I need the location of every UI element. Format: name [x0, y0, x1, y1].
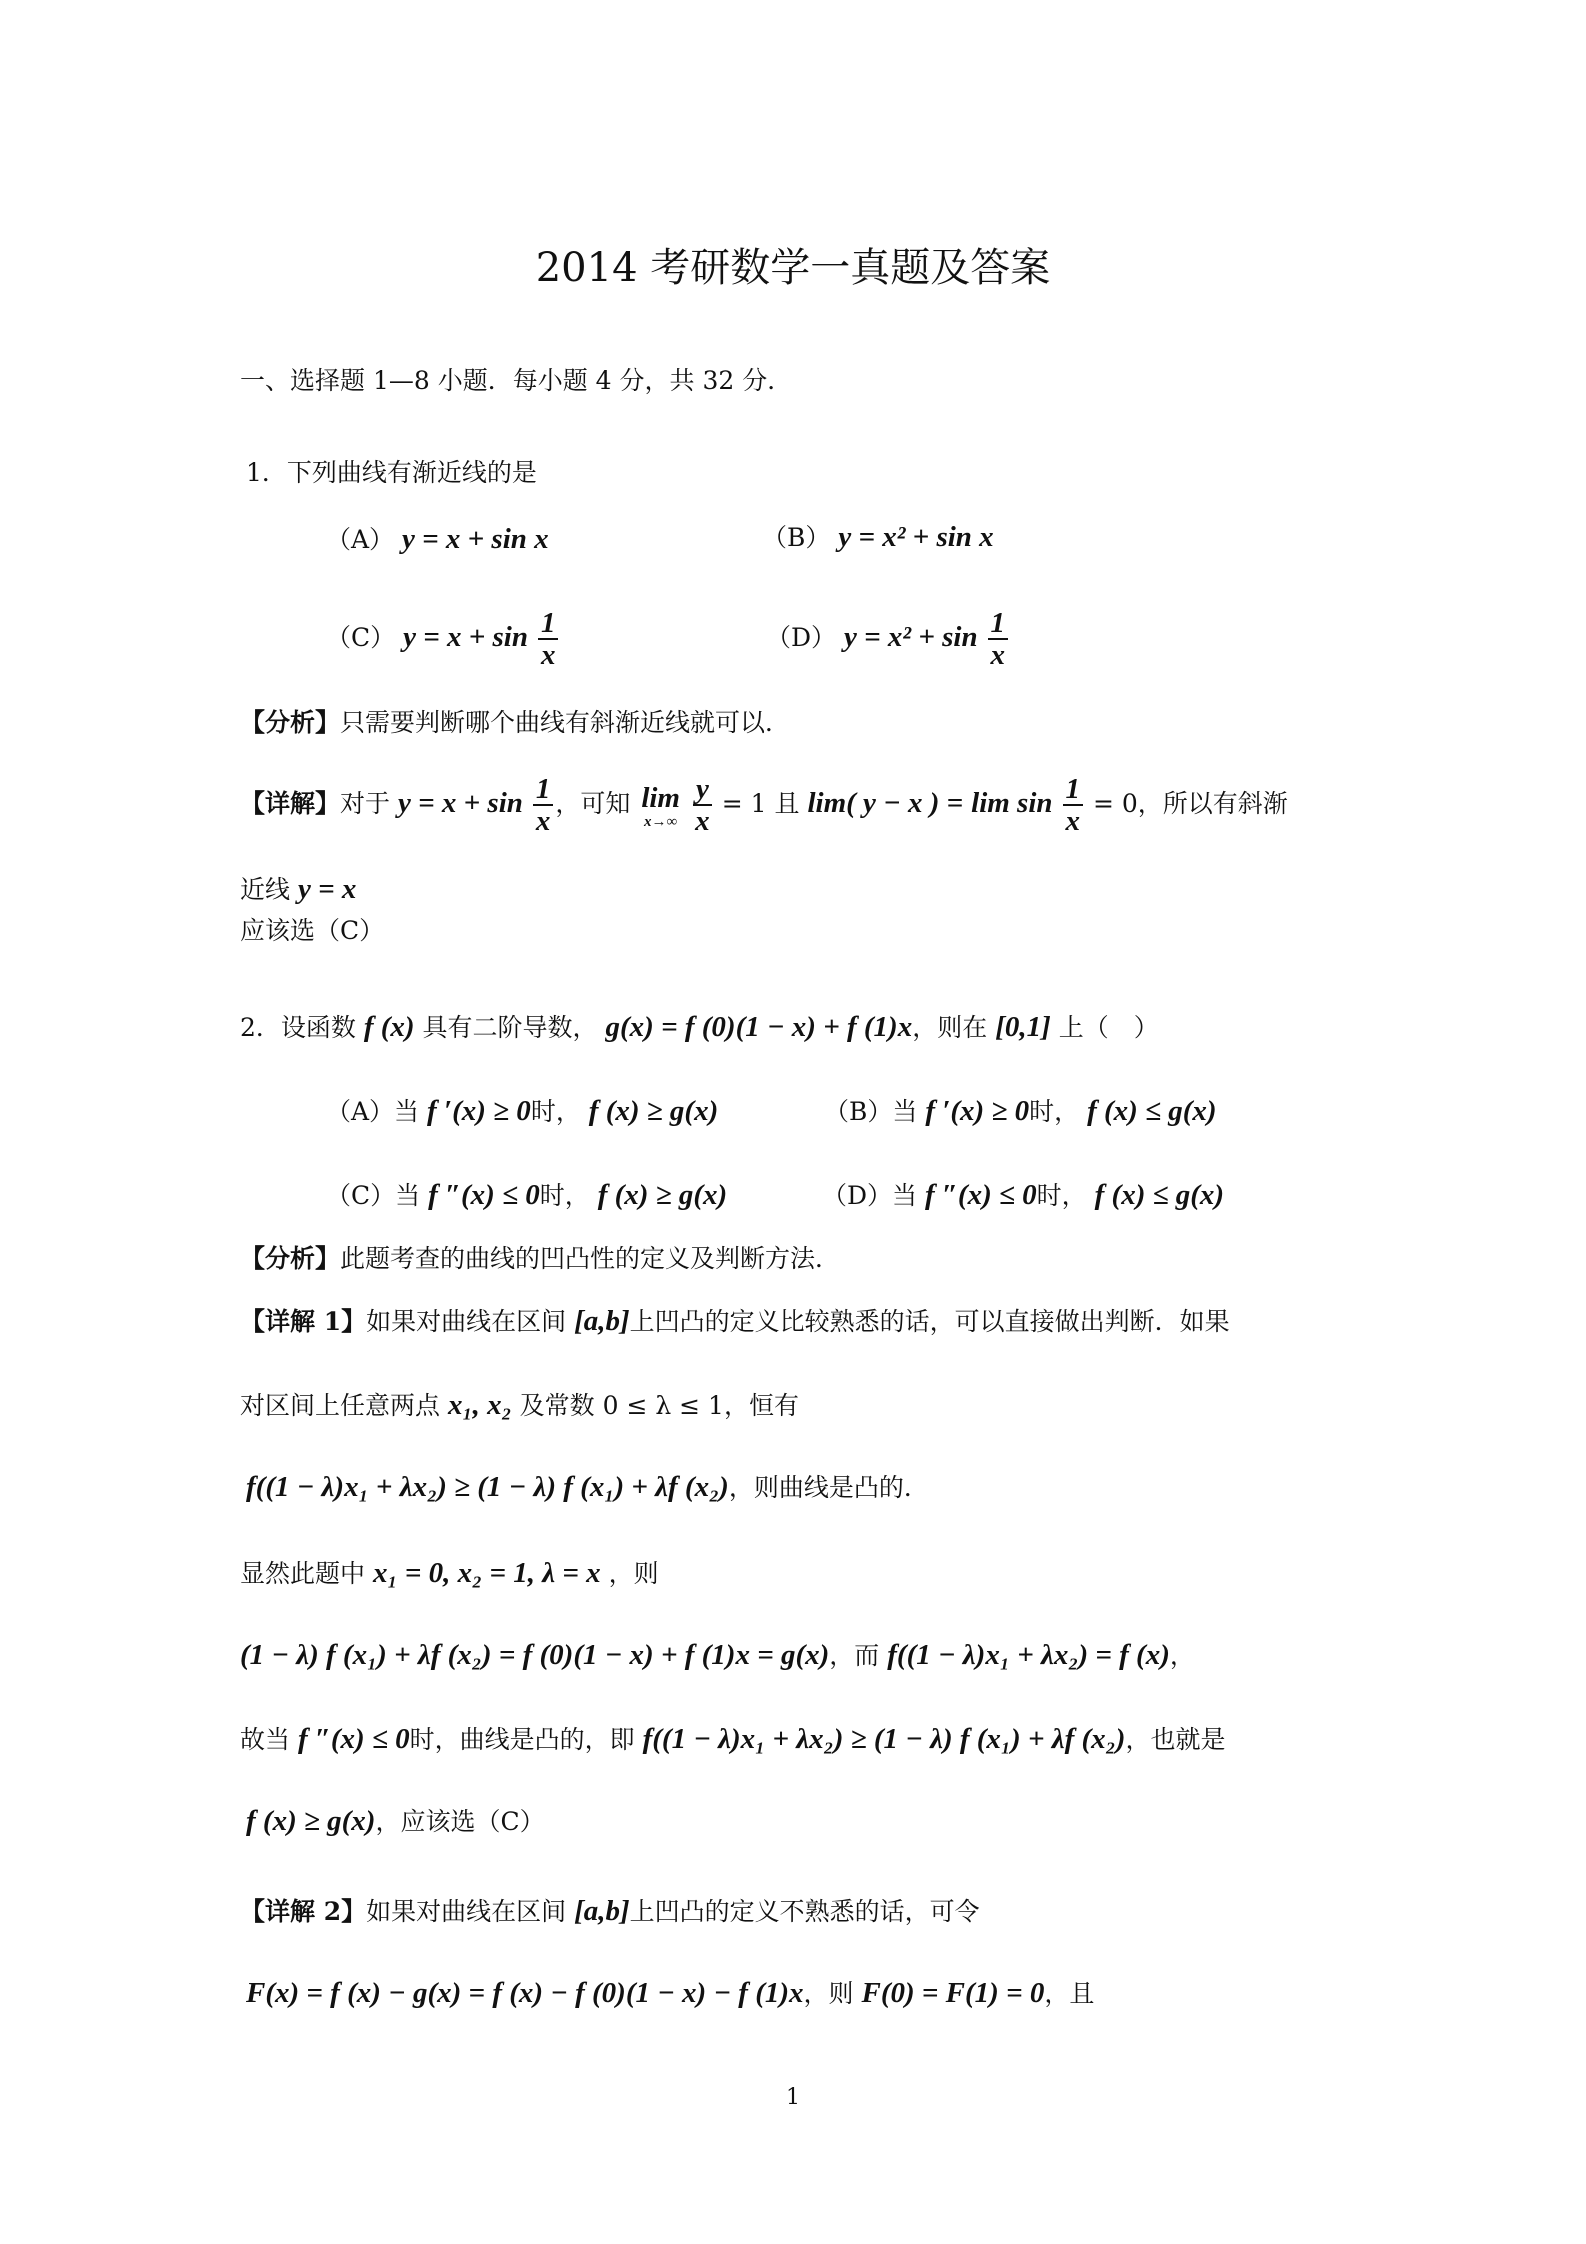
detail-text: 时，曲线是凸的，即	[409, 1725, 635, 1754]
detail-text: 对于	[340, 788, 391, 818]
q2-option-d	[822, 1178, 1224, 1213]
option-text: 时，	[539, 1181, 590, 1210]
q2-detail1-line3	[246, 1470, 929, 1505]
detail-text: 显然此题中	[240, 1559, 366, 1588]
option-text: 时，	[1036, 1181, 1087, 1210]
option-label: （C）	[326, 622, 396, 652]
detail-text: ，而	[829, 1641, 880, 1670]
fraction	[988, 608, 1009, 671]
fraction	[1063, 774, 1084, 837]
q2-detail2-line2	[246, 1976, 1094, 2011]
math-expr: y = x	[297, 873, 357, 905]
q1-stem: 1．下列曲线有渐近线的是	[246, 458, 537, 487]
q1-option-d	[766, 608, 1010, 671]
math-expr: f (x) ≥ g(x)	[597, 1179, 728, 1211]
numerator: 1	[1063, 774, 1084, 806]
detail-text: 及常数 0 ≤ λ ≤ 1，恒有	[519, 1391, 799, 1420]
math-expr: f ′(x) ≥ 0	[427, 1095, 531, 1127]
q2-detail1-line6	[240, 1722, 1225, 1757]
q2-option-b	[824, 1094, 1217, 1129]
stem-text: 具有二阶导数，	[422, 1013, 598, 1042]
math-expr: y = x² + sin	[844, 620, 978, 653]
section-heading: 一、选择题 1—8 小题．每小题 4 分，共 32 分．	[240, 366, 793, 395]
q1-detail-cont	[240, 872, 356, 907]
fraction	[538, 608, 559, 671]
math-expr: f((1 − λ)x₁ + λx₂) ≥ (1 − λ) f (x₁) + λf (x₂)	[642, 1723, 1126, 1755]
option-label: （D）当	[822, 1181, 918, 1210]
q2-analysis	[240, 1244, 840, 1274]
q2-detail1-line2	[240, 1388, 799, 1423]
math-expr: F(x) = f (x) − g(x) = f (x) − f (0)(1 − x) − f (1)x	[246, 1977, 804, 2009]
math-expr: f (x) ≥ g(x)	[588, 1095, 719, 1127]
detail-text: 对区间上任意两点	[240, 1391, 441, 1420]
option-label: （A）	[326, 525, 395, 554]
stem-text: 上（ ）	[1058, 1013, 1159, 1042]
math-expr: f ″(x) ≤ 0	[925, 1179, 1037, 1211]
stem-text: 2．设函数	[240, 1013, 356, 1042]
q1-answer: 应该选（C）	[240, 916, 385, 945]
math-expr: x₁ = 0, x₂ = 1, λ = x	[372, 1557, 601, 1589]
numerator: 1	[533, 774, 554, 806]
math-expr: f (x) ≤ g(x)	[1087, 1095, 1217, 1127]
math-expr: (1 − λ) f (x₁) + λf (x₂) = f (0)(1 − x) + f (1)x = g(x)	[240, 1639, 830, 1671]
math-expr: lim( y − x ) =	[807, 786, 964, 819]
denominator: x	[540, 639, 556, 672]
math-expr: [0,1]	[995, 1011, 1051, 1043]
q2-option-c	[326, 1178, 727, 1213]
q1-option-c	[326, 608, 560, 671]
option-text: 时，	[1029, 1097, 1080, 1126]
fraction	[693, 774, 712, 837]
q2-detail2	[240, 1894, 980, 1929]
math-expr: y = x + sin	[397, 786, 523, 819]
numerator: y	[693, 774, 712, 806]
math-expr: [a,b]	[574, 1895, 630, 1927]
numerator: 1	[538, 608, 559, 640]
detail-text: ，	[1169, 1641, 1195, 1670]
math-expr: y = x² + sin x	[838, 521, 994, 553]
denominator: x	[695, 805, 710, 838]
detail-text: 如果对曲线在区间	[366, 1897, 567, 1926]
detail-text: ，应该选（C）	[375, 1807, 545, 1836]
math-expr: y = x + sin x	[402, 523, 549, 555]
option-text: 时，	[530, 1097, 581, 1126]
denominator: x	[535, 805, 551, 838]
option-label: （A）当	[326, 1097, 420, 1126]
detail-text: 上凹凸的定义不熟悉的话，可令	[629, 1897, 980, 1926]
detail-text: 上凹凸的定义比较熟悉的话，可以直接做出判断．如果	[629, 1307, 1230, 1336]
detail-text: 近线	[240, 875, 291, 904]
detail-text: 如果对曲线在区间	[366, 1307, 567, 1336]
detail-text: ，且	[1044, 1979, 1095, 2008]
math-expr: f((1 − λ)x₁ + λx₂) ≥ (1 − λ) f (x₁) + λf (x₂)	[246, 1471, 729, 1503]
math-expr: F(0) = F(1) = 0	[861, 1977, 1045, 2009]
q1-option-b	[762, 520, 994, 555]
lim-subscript: x→∞	[644, 814, 678, 831]
math-expr: f ′(x) ≥ 0	[925, 1095, 1030, 1127]
stem-text: ，则在	[912, 1013, 988, 1042]
q2-detail1	[240, 1304, 1230, 1339]
option-label: （C）当	[326, 1181, 421, 1210]
lim-text: lim	[641, 781, 680, 814]
detail-tag: 【详解】	[240, 788, 341, 818]
numerator: 1	[988, 608, 1009, 640]
detail-text: ，也就是	[1125, 1725, 1226, 1754]
math-expr: g(x) = f (0)(1 − x) + f (1)x	[605, 1011, 913, 1043]
limit	[641, 781, 680, 831]
math-expr: f (x) ≤ g(x)	[1094, 1179, 1225, 1211]
denominator: x	[1065, 805, 1080, 838]
detail-text: ，则	[803, 1979, 854, 2008]
option-label: （B）	[762, 523, 831, 552]
page-title: 2014 考研数学一真题及答案	[535, 245, 1051, 291]
math-expr: f (x) ≥ g(x)	[246, 1805, 376, 1837]
q2-stem	[240, 1010, 1159, 1045]
analysis-text: 此题考查的曲线的凹凸性的定义及判断方法．	[340, 1244, 841, 1273]
detail-text: ，则	[608, 1559, 659, 1588]
detail-tag: 【详解 1】	[240, 1307, 367, 1336]
q2-detail1-line4	[240, 1556, 659, 1591]
q2-detail1-line7	[246, 1804, 545, 1839]
math-expr: f ″(x) ≤ 0	[428, 1179, 540, 1211]
detail-tag: 【详解 2】	[240, 1897, 367, 1926]
analysis-text: 只需要判断哪个曲线有斜渐近线就可以．	[340, 708, 791, 737]
q1-analysis	[240, 708, 790, 738]
detail-text: ，则曲线是凸的．	[728, 1473, 929, 1502]
q2-detail1-line5	[240, 1638, 1195, 1673]
analysis-tag: 【分析】	[240, 1244, 341, 1273]
math-expr: [a,b]	[574, 1305, 630, 1337]
q2-option-a	[326, 1094, 718, 1129]
detail-text: = 1 且	[721, 788, 800, 818]
math-expr: x₁, x₂	[447, 1389, 512, 1421]
fraction	[533, 774, 554, 837]
detail-text: 故当	[240, 1725, 291, 1754]
page-number: 1	[786, 2085, 800, 2110]
math-expr: y = x + sin	[403, 620, 528, 653]
detail-text: = 0，所以有斜渐	[1092, 788, 1288, 818]
detail-text: ，可知	[555, 788, 631, 818]
math-expr: f ″(x) ≤ 0	[297, 1723, 410, 1755]
math-expr: lim sin	[971, 786, 1053, 819]
analysis-tag: 【分析】	[240, 708, 341, 737]
option-label: （D）	[766, 622, 837, 652]
math-expr: f((1 − λ)x₁ + λx₂) = f (x)	[887, 1639, 1170, 1671]
q1-detail	[240, 774, 1288, 837]
math-expr: f (x)	[363, 1011, 415, 1043]
q1-option-a	[326, 522, 549, 557]
denominator: x	[990, 639, 1006, 672]
option-label: （B）当	[824, 1097, 918, 1126]
